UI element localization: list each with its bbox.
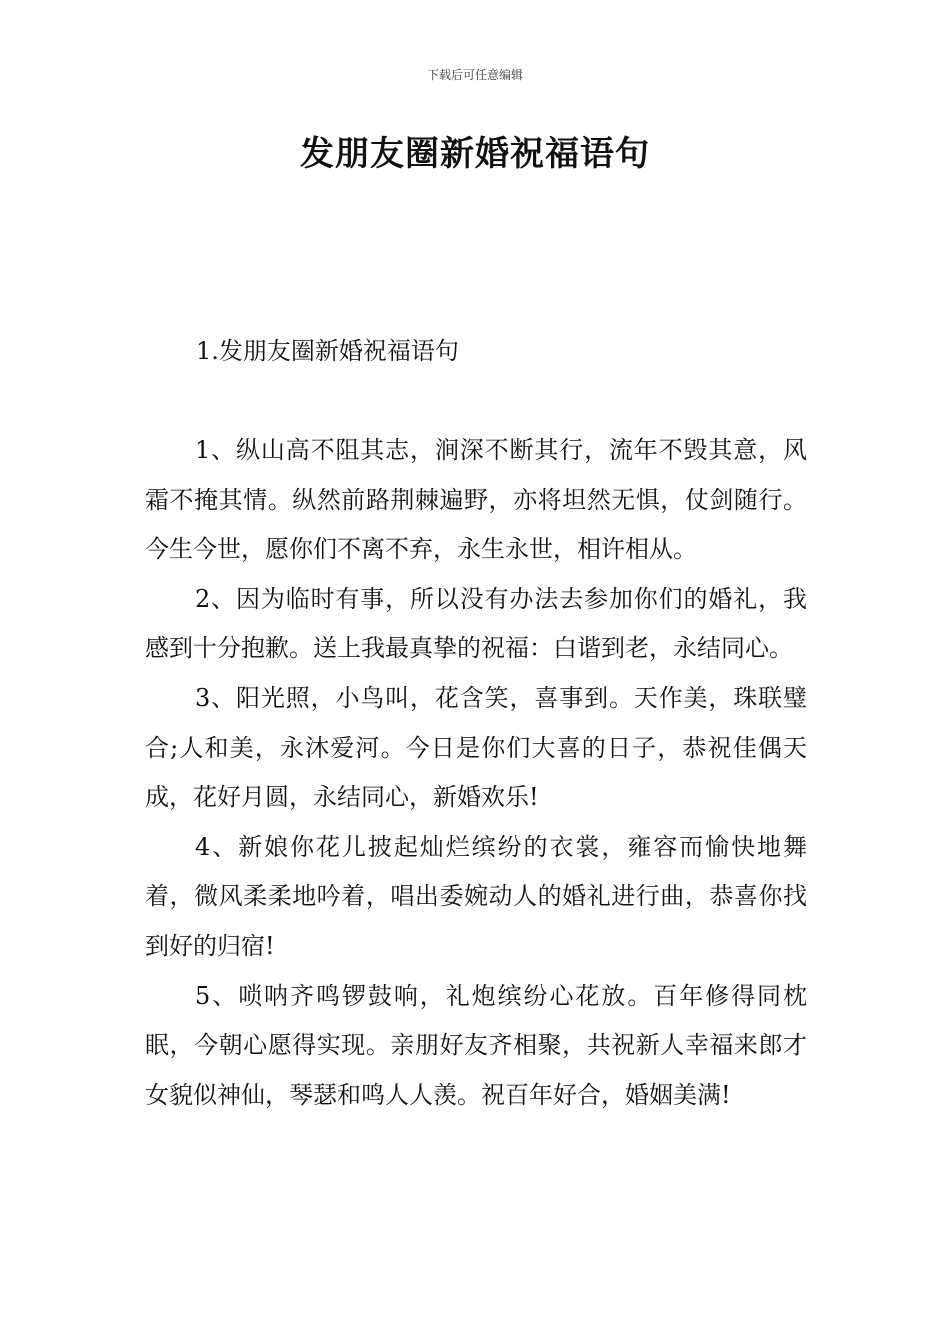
page-title: 发朋友圈新婚祝福语句: [300, 134, 650, 174]
header-note: 下载后可任意编辑: [426, 68, 523, 82]
paragraph: 4、新娘你花儿披起灿烂缤纷的衣裳，雍容而愉快地舞着，微风柔柔地吟着，唱出委婉动人的婚礼进行曲，恭喜你找到好的归宿!: [145, 832, 807, 960]
paragraph: 5、唢呐齐鸣锣鼓响，礼炮缤纷心花放。百年修得同枕眠，今朝心愿得实现。亲朋好友齐相聚，共祝新人幸福来郎才女貌似神仙，琴瑟和鸣人人羡。祝百年好合，婚姻美满!: [145, 981, 807, 1109]
body-text: [145, 426, 807, 1120]
section-heading: 1.发朋友圈新婚祝福语句: [196, 337, 459, 365]
paragraph: 3、阳光照，小鸟叫，花含笑，喜事到。天作美，珠联璧合;人和美，永沐爱河。今日是你们大喜的日子，恭祝佳偶天成，花好月圆，永结同心，新婚欢乐!: [145, 683, 807, 812]
paragraph: 1、纵山高不阻其志，涧深不断其行，流年不毁其意，风霜不掩其情。纵然前路荆棘遍野，亦将坦然无惧，仗剑随行。今生今世，愿你们不离不弃，永生永世，相许相从。: [145, 436, 807, 564]
paragraph: 2、因为临时有事，所以没有办法去参加你们的婚礼，我感到十分抱歉。送上我最真挚的祝福：白谐到老，永结同心。: [145, 584, 807, 663]
